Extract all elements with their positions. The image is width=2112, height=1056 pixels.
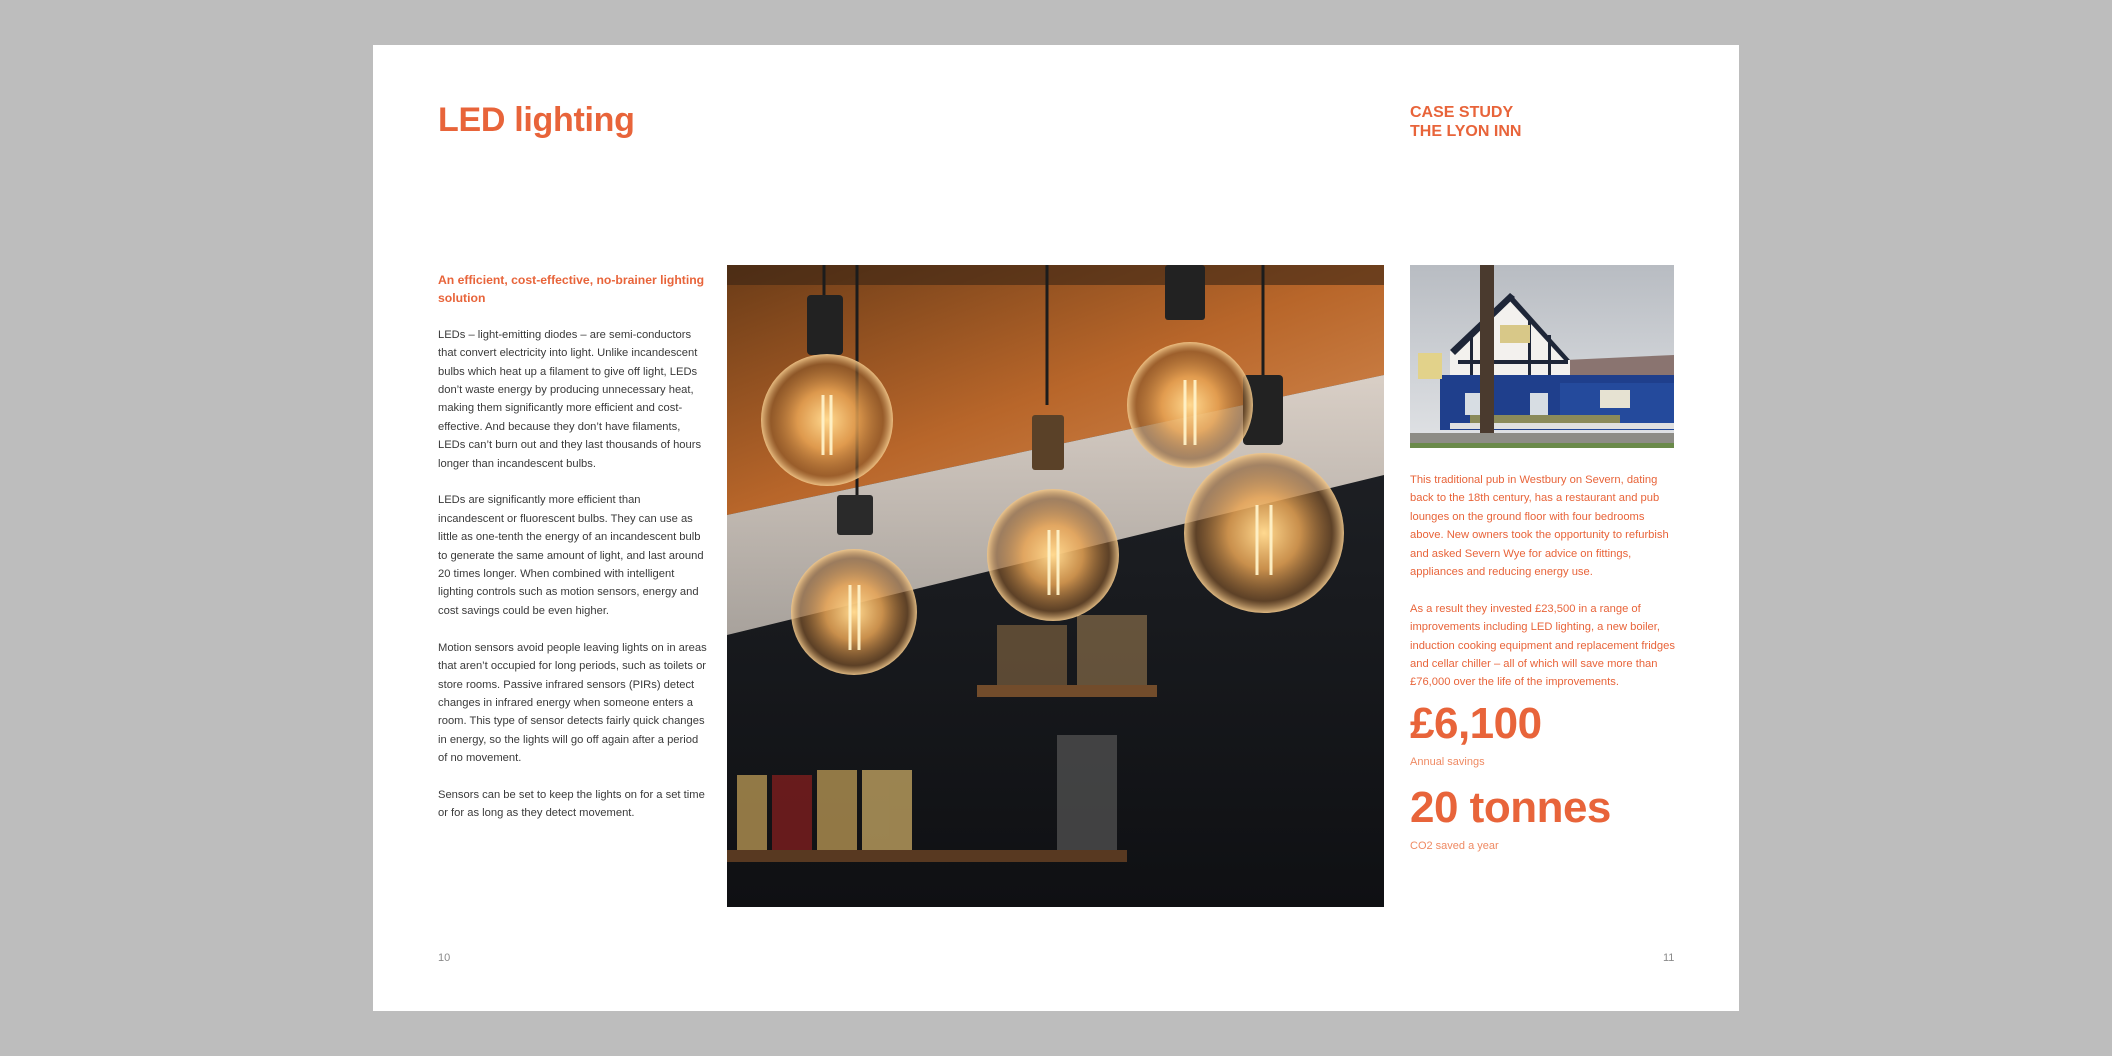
case-study-name: THE LYON INN [1410, 123, 1522, 140]
page-title: LED lighting [438, 101, 635, 139]
case-study-header [1410, 103, 1521, 141]
case-study-label: CASE STUDY [1410, 104, 1514, 121]
stat-label: Annual savings [1410, 755, 1485, 768]
article-body [438, 271, 708, 841]
stat-co2-saved [1410, 784, 1680, 854]
document-spread [373, 45, 1739, 1011]
article-paragraph: LEDs – light-emitting diodes – are semi-conductors that convert electricity into light. Unlike incandescent bulbs which heat up a filament to give off light, LEDs don’t waste energy by producing unnecessary heat, making them significantly more efficient and cost-effective. And because they don’t have filaments, LEDs can’t burn out and they last thousands of hours longer than incandescent bulbs. [438, 328, 702, 470]
stat-value: £6,100 [1410, 698, 1542, 748]
stat-annual-savings [1410, 700, 1680, 770]
lyon-inn-photo [1410, 265, 1674, 448]
stat-value: 20 tonnes [1410, 782, 1611, 832]
article-paragraph: Sensors can be set to keep the lights on for a set time or for as long as they detect movement. [438, 788, 705, 820]
page-number-left: 10 [438, 952, 451, 964]
stat-label: CO2 saved a year [1410, 839, 1499, 852]
article-paragraph: LEDs are significantly more efficient than incandescent or fluorescent bulbs. They can use as little as one-tenth the energy of an incandescent bulb to generate the same amount of light, and last around 20 times longer. When combined with intelligent lighting controls such as motion sensors, energy and cost savings could be even higher. [438, 494, 704, 617]
article-subheading: An efficient, cost-effective, no-brainer lighting solution [438, 273, 705, 306]
case-study-body [1410, 471, 1680, 874]
case-study-paragraph: As a result they invested £23,500 in a range of improvements including LED lighting, a new boiler, induction cooking equipment and replacement fridges and cellar chiller – all of which will save more than £76,000 over the life of the improvements. [1410, 602, 1675, 689]
page-number-right: 11 [1663, 952, 1675, 964]
article-paragraph: Motion sensors avoid people leaving lights on in areas that aren’t occupied for long periods, such as toilets or store rooms. Passive infrared sensors (PIRs) detect changes in infrared energy when someone enters a room. This type of sensor detects fairly quick changes in energy, so the lights will go off again after a period of no movement. [438, 641, 707, 765]
case-study-paragraph: This traditional pub in Westbury on Severn, dating back to the 18th century, has a restaurant and pub lounges on the ground floor with four bedrooms above. New owners took the opportunity to refurbish and asked Severn Wye for advice on fittings, appliances and reducing energy use. [1410, 474, 1669, 579]
led-bulbs-photo [727, 265, 1384, 907]
